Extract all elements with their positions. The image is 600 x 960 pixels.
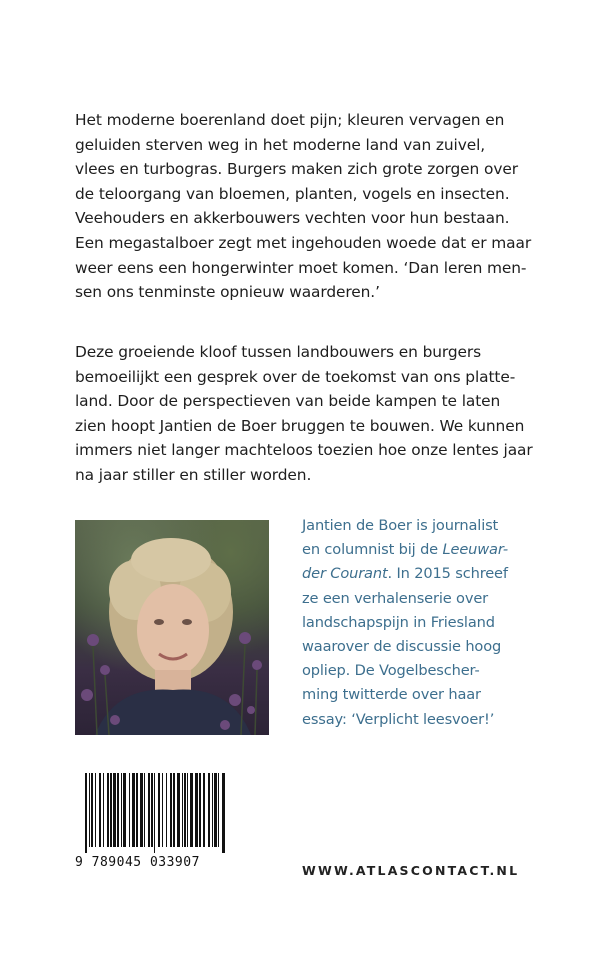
barcode-bar (195, 773, 198, 847)
barcode-bar (148, 773, 150, 847)
barcode-bar (89, 773, 90, 847)
barcode-bar (103, 773, 104, 847)
barcode-bar (151, 773, 153, 847)
barcode-bar (218, 773, 219, 847)
publisher-url[interactable]: WWW.ATLASCONTACT.NL (302, 863, 520, 878)
author-portrait-image (75, 520, 269, 735)
barcode-bar (203, 773, 205, 847)
blurb-paragraph-2: Deze groeiende kloof tussen landbouwers en burgers bemoeilijkt een gesprek over de toekomst van ons platte- land. Door de perspectieven van beide kampen te laten zien hoopt Jantien de Boer bruggen te bouwen. We kunnen immers niet langer machteloos toezien hoe onze lentes jaar na jaar stiller en stiller worden. (75, 343, 533, 484)
barcode-bar (140, 773, 143, 847)
barcode-bar (182, 773, 183, 847)
barcode-bars (75, 773, 235, 853)
barcode-bar (162, 773, 163, 847)
barcode-bar (113, 773, 116, 847)
barcode-bar (208, 773, 210, 847)
barcode-bar (187, 773, 188, 847)
author-bio (302, 514, 542, 732)
barcode-bar (166, 773, 167, 847)
barcode-bar (144, 773, 145, 847)
barcode-bar (110, 773, 112, 847)
author-bio-text-1: Jantien de Boer is journalist en columnist bij de (302, 517, 499, 559)
barcode-bar (177, 773, 180, 847)
barcode-bar (99, 773, 101, 847)
barcode-bar (199, 773, 201, 847)
isbn-barcode (75, 773, 235, 885)
barcode-bar (214, 773, 217, 847)
barcode-bar (190, 773, 193, 847)
barcode-bar (85, 773, 87, 853)
barcode-bar (117, 773, 119, 847)
barcode-bar (107, 773, 109, 847)
barcode-bar (173, 773, 175, 847)
author-bio-text-2: . In 2015 schreef ze een verhalenserie over landschapspijn in Friesland waarover de discussie hoog opliep. De Vogelbescher- ming twitterde over haar essay: ‘Verplicht leesvoer!’ (302, 565, 508, 728)
barcode-bar (222, 773, 225, 853)
newspaper-name: Leeuwar- der Courant (302, 541, 508, 583)
barcode-bar (158, 773, 160, 847)
barcode-bar (154, 773, 155, 853)
barcode-bar (123, 773, 126, 847)
barcode-bar (212, 773, 213, 847)
barcode-bar (91, 773, 93, 847)
barcode-bar (95, 773, 96, 847)
barcode-bar (132, 773, 135, 847)
blurb-paragraph-1: Het moderne boerenland doet pijn; kleuren vervagen en geluiden sterven weg in het moderne land van zuivel, vlees en turbogras. Burgers maken zich grote zorgen over de teloorgang van bloemen, planten, vogels en insecten. Veehouders en akkerbouwers vechten voor hun bestaan. Een megastalboer zegt met ingehouden woede dat er maar weer eens een hongerwinter moet komen. ‘Dan leren men- sen ons tenminste opnieuw waarderen.’ (75, 111, 532, 302)
barcode-bar (136, 773, 138, 847)
barcode-bar (184, 773, 186, 847)
barcode-bar (170, 773, 172, 847)
barcode-bar (129, 773, 130, 847)
author-photo (75, 520, 269, 735)
isbn-number: 9 789045 033907 (75, 855, 200, 870)
barcode-bar (121, 773, 122, 847)
